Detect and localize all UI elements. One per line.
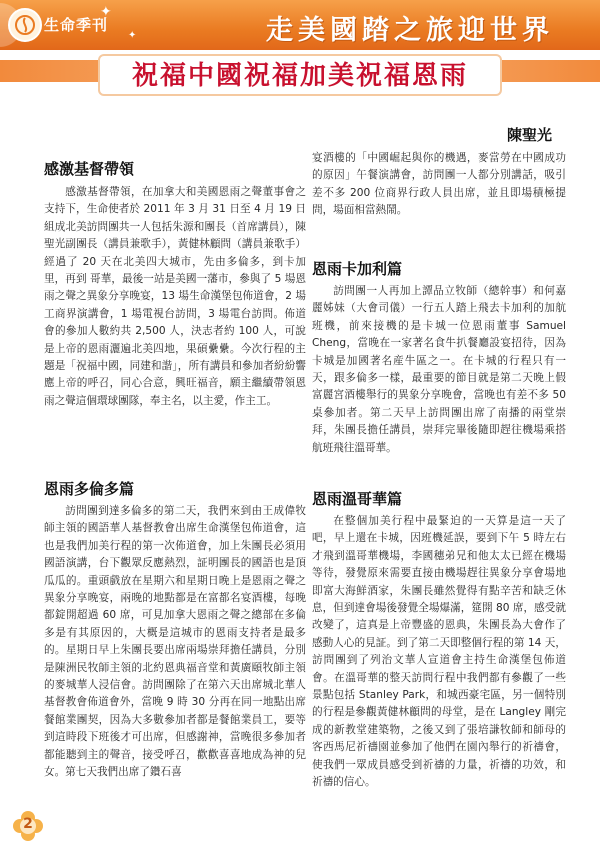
section-text-guidance: 感激基督帶領，在加拿大和美國恩雨之聲董事會之支持下，生命使者於 2011 年 3 月 31 日至 4 月 19 日組成北美訪問團共一人包括朱源和團長（首席講員），陳聖光副團長（講員兼歌手），黃健林顧問（講員兼歌手）經過了 20 天在北美四大城市，先由多倫多，到卡加里，再到 哥華，最後一站是美國一藩市，參與了 5 場恩雨之聲之異象分享晚宴，13 場生命漢堡包佈道會，2 場工商界演講會，1 場電視台訪問，3 場電台訪問。佈道會的參加人數約共 2,500 人，決志者約 100 人，可說是上帝的恩雨灑遍北美四地，果碩纍纍。今次行程的主題是「祝福中國，同建和諧」，所有講員和參加者紛紛響應上帝的呼召，同心合意，興旺福音，願主繼續帶領恩雨之聲這個環球團隊，奉主名，以主愛，作主工。 xyxy=(44,186,306,407)
page-number: 2 xyxy=(23,816,33,832)
star-icon: ✦ xyxy=(128,30,137,41)
star-icon: ✦ xyxy=(100,4,112,20)
section-text-vancouver: 在整個加美行程中最緊迫的一天算是這一天了吧，早上還在卡城，因班機延誤，要到下午 5 時左右才飛到溫哥華機場，李國穗弟兄和他太太已經在機場等待，發覺原來需要直接由機場趕往異象分享會場地即富大海鮮酒家，朱團長雖然覺得有點辛苦和缺乏休息，但到達會場後發覺全場爆滿，筵開 80 席，感受就改變了，這真是上帝豐盛的恩典，朱團長為大會作了感動人心的見証。到了第二天即整個行程的第 14 天，訪問團到了列治文華人宣道會主持生命漢堡包佈道會。在溫哥華的整天訪問行程中我們都有參觀了一些景點包括 Stanley Park，和城西豪宅區，另一個特別的行程是參觀黃健林顧問的母堂，是在 Langley 剛完成的新教堂建築物，之後又到了張培謙牧師和師母的客西馬尼祈禱園並參加了他們在園內舉行的祈禱會，使我們一眾成員感受到祈禱的力量，祈禱的功效，和祈禱的信心。 xyxy=(312,515,566,789)
section-text-toronto-continued: 宴酒樓的「中國崛起與你的機遇，麥當勞在中國成功的原因」午餐演講會，訪問團一人都分別講話，吸引差不多 200 位商界行政人員出席，並且即場積極提問，場面相當熱鬧。 xyxy=(312,152,566,217)
section-heading-toronto: 恩雨多倫多篇 xyxy=(44,480,135,498)
section-heading-calgary: 恩雨卡加利篇 xyxy=(312,260,403,278)
section-text-toronto: 訪問團到達多倫多的第二天，我們來到由王成偉牧師主領的國語華人基督教會出席生命漢堡包佈道會，這也是我們加美行程的第一次佈道會，加上朱團長必須用國語演講，台下觀眾反應熱烈，証明團長的國語也是頂瓜瓜的。重頭戲放在星期六和星期日晚上是恩雨之聲之異象分享晚宴，兩晚的地點都是在富都名宴酒樓，每晚都錠開超過 60 席，可見加拿大恩雨之聲之總部在多倫多是有其原因的，大概是這城市的恩雨支持者是最多的。星期日早上朱團長要出席兩場崇拜擔任講員，分別是陳洲民牧師主領的北約恩典福音堂和黃廣頤牧師主領的麥城華人浸信會。訪問團除了在第六天出席城北華人基督教會佈道會外，當晚 9 時 30 分再在同一地點出席餐館業團契，因為大多數參加者都是餐館業員工，要等到這時段下班後才可出席，但感謝神，當晚很多參加者都能聽到主的聲音，接受呼召，歡歡喜喜地成為神的兒女。第七天我們出席了鑽石喜 xyxy=(44,505,306,779)
page-number-badge xyxy=(8,806,56,846)
logo-icon xyxy=(8,8,42,42)
section-heading-guidance: 感激基督帶領 xyxy=(44,160,135,178)
author-name: 陳聖光 xyxy=(506,126,552,144)
section-text-calgary: 訪問團一人再加上譚品立牧師（總幹事）和何嘉麗姊妹（大會司儀）一行五人踏上飛去卡加利的加航班機，前來接機的是卡城一位恩雨董事 Samuel Cheng，當晚在一家著名食牛扒餐廳設宴招待，因為卡城是加國著名産牛區之一。在卡城的行程只有一天，跟多倫多一樣，最重要的節目就是第二天晚上假富麗宮酒樓舉行的異象分享晚會，當晚也有差不多 50 桌參加者。第二天早上訪問團出席了南播的兩堂崇拜，朱團長擔任講員，崇拜完畢後隨即趕往機場乘搭航班飛往溫哥華。 xyxy=(312,285,570,454)
section-heading-vancouver: 恩雨溫哥華篇 xyxy=(312,490,403,508)
top-banner xyxy=(0,0,600,50)
magazine-logo-text: 生命季刊 xyxy=(44,16,109,34)
article-headline: 祝福中國祝福加美祝福恩雨 xyxy=(131,61,468,91)
banner-title: 走美國踏之旅迎世界 xyxy=(266,15,554,46)
